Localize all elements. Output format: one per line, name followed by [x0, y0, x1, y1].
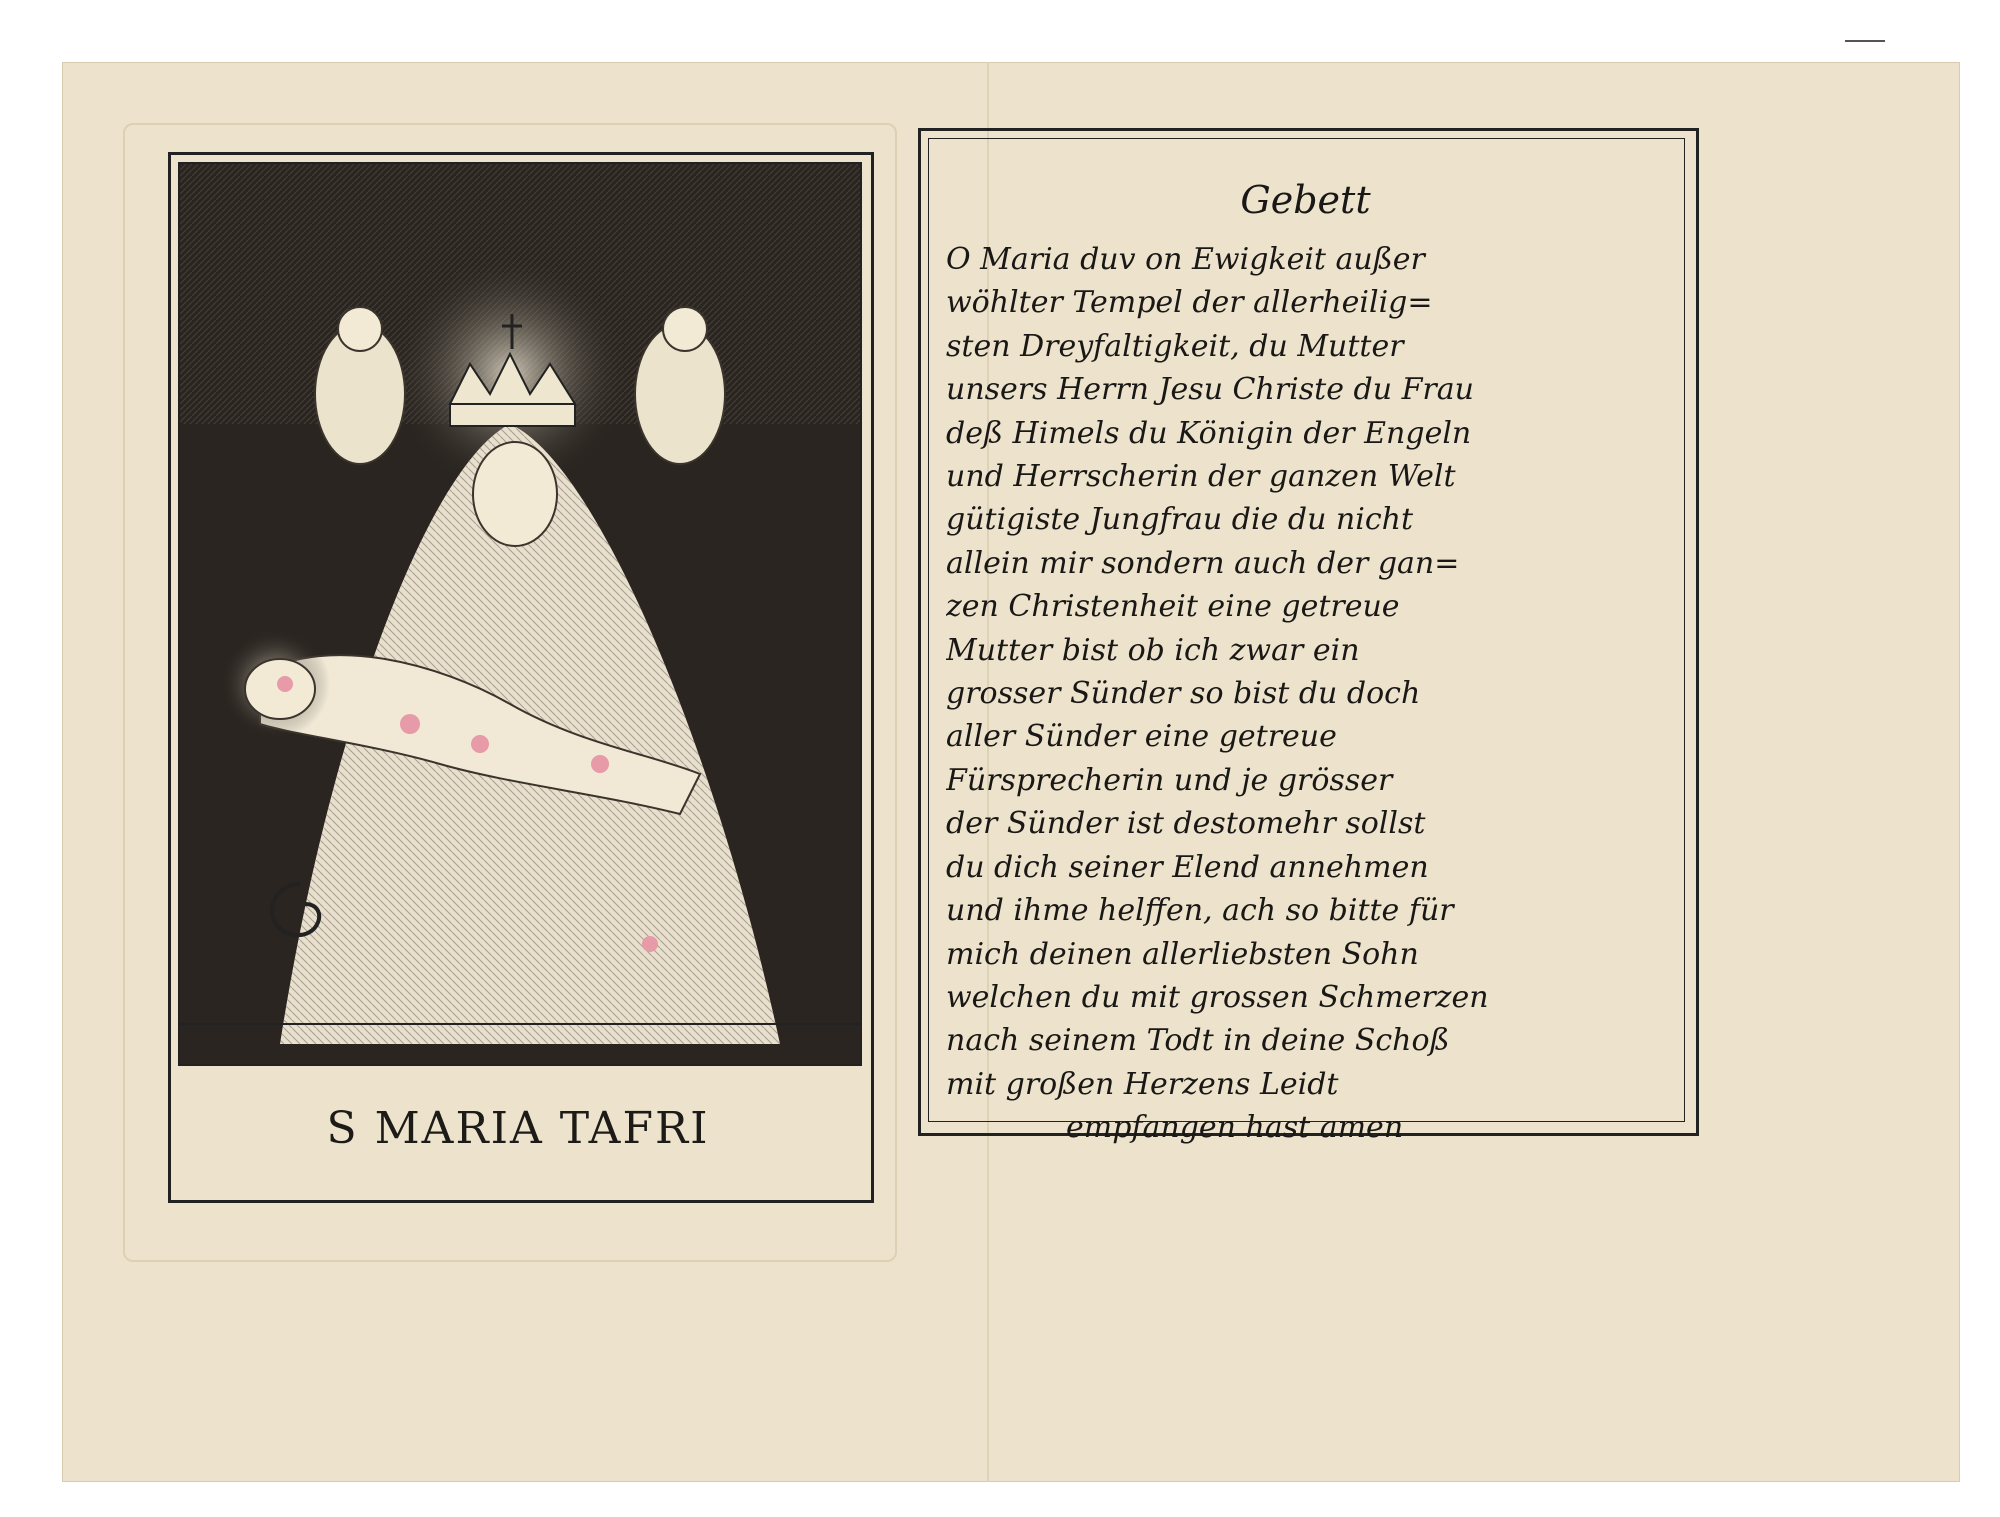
prayer-line: und Herrscherin der ganzen Welt [946, 459, 1456, 495]
pieta-illustration [180, 164, 860, 1064]
prayer-line: mit großen Herzens Leidt [946, 1066, 1339, 1102]
prayer-line: aller Sünder eine getreue [946, 719, 1337, 755]
prayer-line: gütigiste Jungfrau die du nicht [946, 502, 1414, 538]
prayer-line: sten Dreyfaltigkeit, du Mutter [946, 328, 1404, 364]
prayer-line: unsers Herrn Jesu Christe du Frau [946, 372, 1474, 408]
prayer-line: welchen du mit grossen Schmerzen [946, 979, 1489, 1015]
prayer-line: grosser Sünder so bist du doch [946, 676, 1421, 712]
prayer-line: und ihme helffen, ach so bitte für [946, 893, 1454, 929]
prayer-line: wöhlter Tempel der allerheilig= [946, 285, 1433, 321]
prayer-line: Fürsprecherin und je grösser [946, 762, 1393, 798]
prayer-line: Mutter bist ob ich zwar ein [946, 632, 1360, 668]
prayer-line: allein mir sondern auch der gan= [946, 545, 1460, 581]
pieta-engraving [178, 162, 862, 1066]
prayer-line: deß Himels du Königin der Engeln [946, 415, 1472, 451]
prayer-line: der Sünder ist destomehr sollst [946, 806, 1426, 842]
prayer-line: O Maria duv on Ewigkeit außer [946, 242, 1425, 277]
prayer-title: Gebett [1240, 178, 1371, 222]
print-caption: S MARIA TAFRI [326, 1103, 710, 1154]
prayer-line: nach seinem Todt in deine Schoß [946, 1023, 1450, 1059]
prayer-line: mich deinen allerliebsten Sohn [946, 936, 1419, 972]
prayer-line: empfangen hast amen [1066, 1110, 1404, 1146]
prayer-line: du dich seiner Elend annehmen [946, 849, 1429, 885]
prayer-text [946, 238, 1666, 1150]
prayer-line: zen Christenheit eine getreue [946, 589, 1400, 625]
corner-mark [1845, 40, 1885, 42]
